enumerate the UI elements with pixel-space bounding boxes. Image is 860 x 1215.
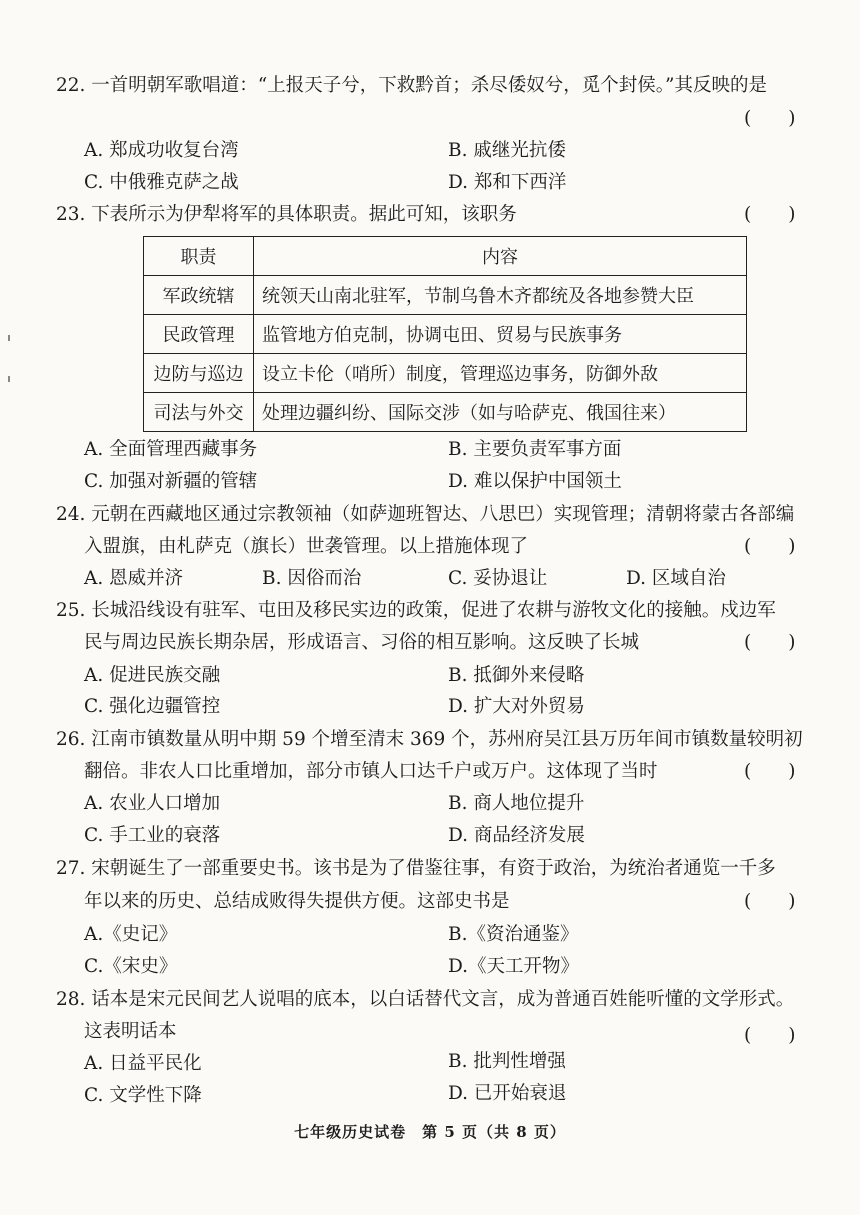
table-cell-duty: 民政管理 — [144, 315, 254, 354]
question-25-option-b: B. 抵御外来侵略 — [448, 665, 585, 686]
question-27-stem-line-2: 年以来的历史、总结成败得失提供方便。这部史书是 — [84, 891, 510, 912]
question-28-option-b: B. 批判性增强 — [448, 1051, 566, 1072]
question-24-option-d: D. 区域自治 — [626, 568, 726, 589]
question-28-option-a: A. 日益平民化 — [84, 1053, 202, 1074]
question-22-option-d: D. 郑和下西洋 — [448, 172, 567, 193]
table-cell-duty: 司法与外交 — [144, 393, 254, 432]
question-25-stem-line-1: 25. 长城沿线设有驻军、屯田及移民实边的政策，促进了农耕与游牧文化的接触。戍边军 — [56, 600, 776, 621]
question-27-option-a: A.《史记》 — [84, 924, 178, 945]
table-header-row — [144, 237, 747, 276]
question-25-stem-line-2: 民与周边民族长期杂居，形成语言、习俗的相互影响。这反映了长城 — [84, 632, 640, 653]
question-23-option-d: D. 难以保护中国领土 — [448, 471, 622, 492]
table-cell-content: 设立卡伦（哨所）制度，管理巡边事务，防御外敌 — [254, 354, 747, 393]
table-row — [144, 315, 747, 354]
question-23-stem: 23. 下表所示为伊犁将军的具体职责。据此可知，该职务 — [56, 204, 517, 225]
question-24-option-a: A. 恩威并济 — [84, 568, 184, 589]
question-28-answer-blank: ( ) — [744, 1025, 796, 1046]
table-cell-content: 统领天山南北驻军，节制乌鲁木齐都统及各地参赞大臣 — [254, 276, 747, 315]
question-22-answer-blank: ( ) — [744, 108, 796, 129]
question-27-option-b: B.《资治通鉴》 — [448, 924, 579, 945]
page-footer: 七年级历史试卷 第 5 页（共 8 页） — [294, 1123, 566, 1141]
question-27-stem-line-1: 27. 宋朝诞生了一部重要史书。该书是为了借鉴往事，有资于政治，为统治者通览一千多 — [56, 858, 776, 879]
question-23-answer-blank: ( ) — [744, 204, 796, 225]
question-25-answer-blank: ( ) — [744, 632, 796, 653]
scan-speck — [8, 335, 10, 341]
question-28-stem-line-1: 28. 话本是宋元民间艺人说唱的底本，以白话替代文言，成为普通百姓能听懂的文学形式。 — [56, 989, 795, 1010]
question-28-option-d: D. 已开始衰退 — [448, 1083, 567, 1104]
question-25-option-d: D. 扩大对外贸易 — [448, 696, 585, 717]
question-27-option-c: C.《宋史》 — [84, 956, 178, 977]
table-cell-duty: 军政统辖 — [144, 276, 254, 315]
question-26-option-c: C. 手工业的衰落 — [84, 825, 221, 846]
question-26-stem-line-2: 翻倍。非农人口比重增加，部分市镇人口达千户或万户。这体现了当时 — [84, 761, 658, 782]
question-25-option-a: A. 促进民族交融 — [84, 665, 221, 686]
table-row — [144, 354, 747, 393]
question-28-stem-line-2: 这表明话本 — [84, 1021, 177, 1042]
question-24-option-c: C. 妥协退让 — [448, 568, 548, 589]
question-25-option-c: C. 强化边疆管控 — [84, 696, 221, 717]
table-header-content: 内容 — [254, 237, 747, 276]
question-28-option-c: C. 文学性下降 — [84, 1085, 202, 1106]
question-26-option-b: B. 商人地位提升 — [448, 793, 585, 814]
question-22-option-c: C. 中俄雅克萨之战 — [84, 172, 239, 193]
question-26-option-a: A. 农业人口增加 — [84, 793, 221, 814]
question-24-option-b: B. 因俗而治 — [262, 568, 362, 589]
question-24-stem-line-2: 入盟旗，由札萨克（旗长）世袭管理。以上措施体现了 — [84, 536, 529, 557]
question-24-answer-blank: ( ) — [744, 536, 796, 557]
table-header-duty: 职责 — [144, 237, 254, 276]
question-22-option-b: B. 戚继光抗倭 — [448, 140, 566, 161]
table-row — [144, 276, 747, 315]
table-cell-duty: 边防与巡边 — [144, 354, 254, 393]
table-row — [144, 393, 747, 432]
table-cell-content: 处理边疆纠纷、国际交涉（如与哈萨克、俄国往来） — [254, 393, 747, 432]
question-27-answer-blank: ( ) — [744, 891, 796, 912]
scan-speck — [8, 376, 10, 382]
question-22-option-a: A. 郑成功收复台湾 — [84, 140, 239, 161]
question-22-stem: 22. 一首明朝军歌唱道：“上报天子兮，下救黔首；杀尽倭奴兮，觅个封侯。”其反映的是 — [56, 75, 767, 96]
question-26-option-d: D. 商品经济发展 — [448, 825, 585, 846]
table-cell-content: 监管地方伯克制，协调屯田、贸易与民族事务 — [254, 315, 747, 354]
ili-general-duties-table — [143, 236, 747, 432]
question-23-option-b: B. 主要负责军事方面 — [448, 439, 622, 460]
question-24-stem-line-1: 24. 元朝在西藏地区通过宗教领袖（如萨迦班智达、八思巴）实现管理；清朝将蒙古各部编 — [56, 504, 795, 525]
question-23-option-c: C. 加强对新疆的管辖 — [84, 471, 258, 492]
question-26-stem-line-1: 26. 江南市镇数量从明中期 59 个增至清末 369 个，苏州府吴江县万历年间市镇数量较明初 — [56, 729, 803, 750]
question-27-option-d: D.《天工开物》 — [448, 956, 580, 977]
question-26-answer-blank: ( ) — [744, 761, 796, 782]
question-23-option-a: A. 全面管理西藏事务 — [84, 439, 258, 460]
